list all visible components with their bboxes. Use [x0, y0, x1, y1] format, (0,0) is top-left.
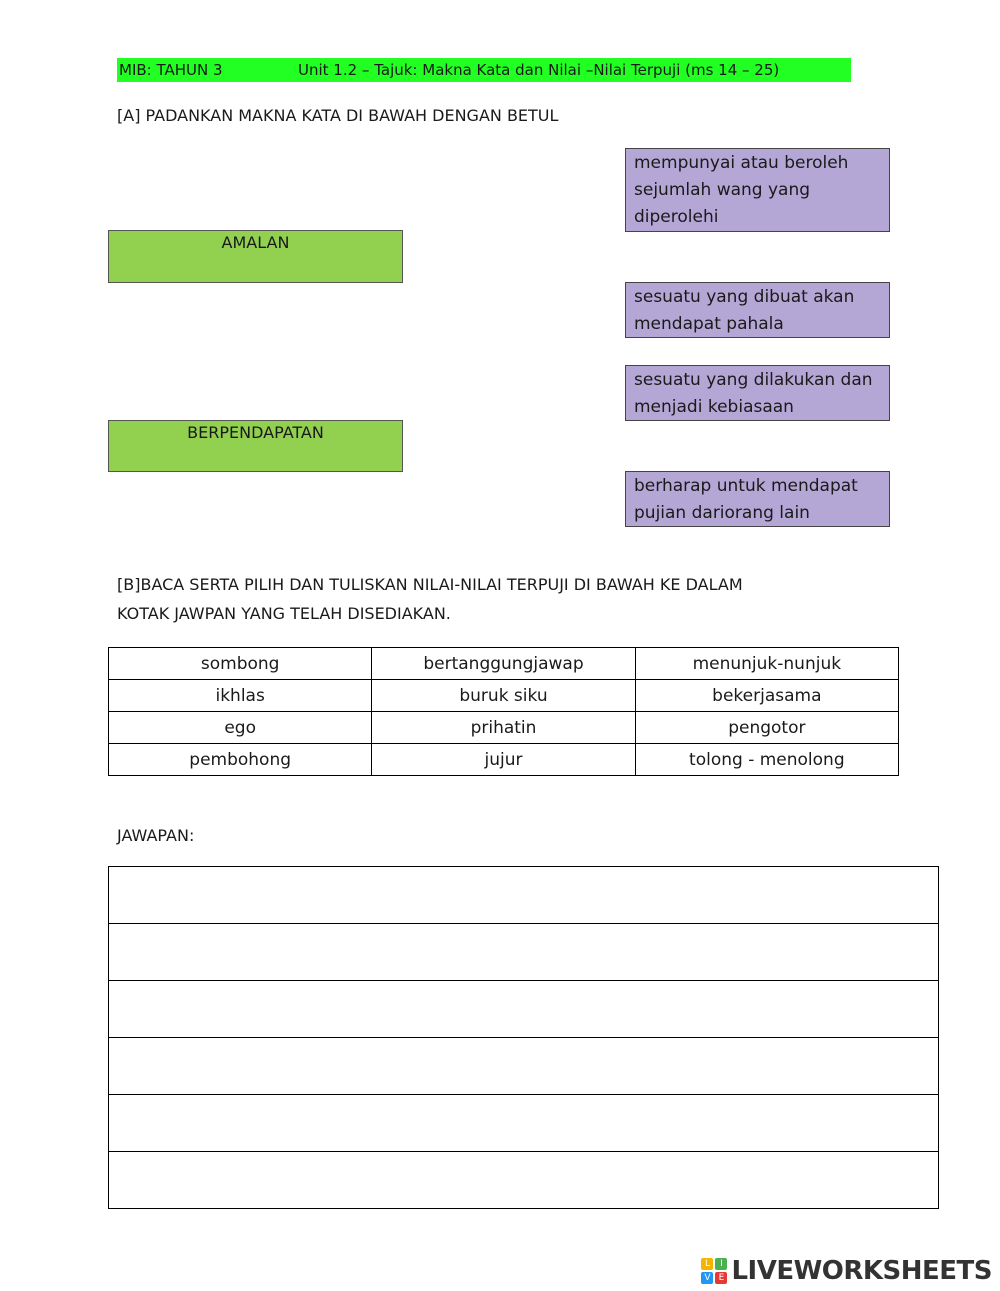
header-unit-title: Unit 1.2 – Tajuk: Makna Kata dan Nilai –Nilai Terpuji (ms 14 – 25): [298, 61, 780, 79]
answer-row-6[interactable]: [109, 1152, 938, 1208]
logo-text: LIVEWORKSHEETS: [731, 1256, 992, 1286]
answer-box: [108, 866, 939, 1209]
answer-row-2[interactable]: [109, 924, 938, 981]
definition-box-4[interactable]: berharap untuk mendapat pujian dariorang lain: [625, 471, 890, 527]
logo-letter: I: [715, 1258, 727, 1270]
table-row: [109, 744, 899, 776]
logo-letter: L: [701, 1258, 713, 1270]
header-bar: [117, 58, 851, 82]
table-cell: prihatin: [372, 712, 635, 744]
answer-row-3[interactable]: [109, 981, 938, 1038]
logo-letter: E: [715, 1272, 727, 1284]
answer-row-5[interactable]: [109, 1095, 938, 1152]
table-cell: pembohong: [109, 744, 372, 776]
table-row: [109, 712, 899, 744]
table-row: [109, 680, 899, 712]
table-cell: menunjuk-nunjuk: [635, 648, 898, 680]
definition-box-1[interactable]: mempunyai atau beroleh sejumlah wang yang diperolehi: [625, 148, 890, 232]
table-cell: pengotor: [635, 712, 898, 744]
section-a-instruction: [A] PADANKAN MAKNA KATA DI BAWAH DENGAN BETUL: [117, 106, 559, 125]
section-b-instruction-line1: [B]BACA SERTA PILIH DAN TULISKAN NILAI-NILAI TERPUJI DI BAWAH KE DALAM: [117, 575, 743, 594]
table-cell: tolong - menolong: [635, 744, 898, 776]
logo-mark-icon: [701, 1258, 727, 1284]
values-table: [108, 647, 899, 776]
table-cell: ego: [109, 712, 372, 744]
definition-box-3[interactable]: sesuatu yang dilakukan dan menjadi kebiasaan: [625, 365, 890, 421]
word-box-amalan[interactable]: AMALAN: [108, 230, 403, 283]
table-cell: buruk siku: [372, 680, 635, 712]
answer-row-4[interactable]: [109, 1038, 938, 1095]
definition-box-2[interactable]: sesuatu yang dibuat akan mendapat pahala: [625, 282, 890, 338]
liveworksheets-logo: [701, 1254, 992, 1288]
table-cell: bertanggungjawap: [372, 648, 635, 680]
word-box-berpendapatan[interactable]: BERPENDAPATAN: [108, 420, 403, 472]
table-cell: sombong: [109, 648, 372, 680]
table-row: [109, 648, 899, 680]
answer-row-1[interactable]: [109, 867, 938, 924]
logo-letter: V: [701, 1272, 713, 1284]
table-cell: jujur: [372, 744, 635, 776]
section-b-instruction-line2: KOTAK JAWPAN YANG TELAH DISEDIAKAN.: [117, 604, 451, 623]
answer-label: JAWAPAN:: [117, 826, 195, 845]
header-class: MIB: TAHUN 3: [119, 61, 223, 79]
table-cell: ikhlas: [109, 680, 372, 712]
table-cell: bekerjasama: [635, 680, 898, 712]
